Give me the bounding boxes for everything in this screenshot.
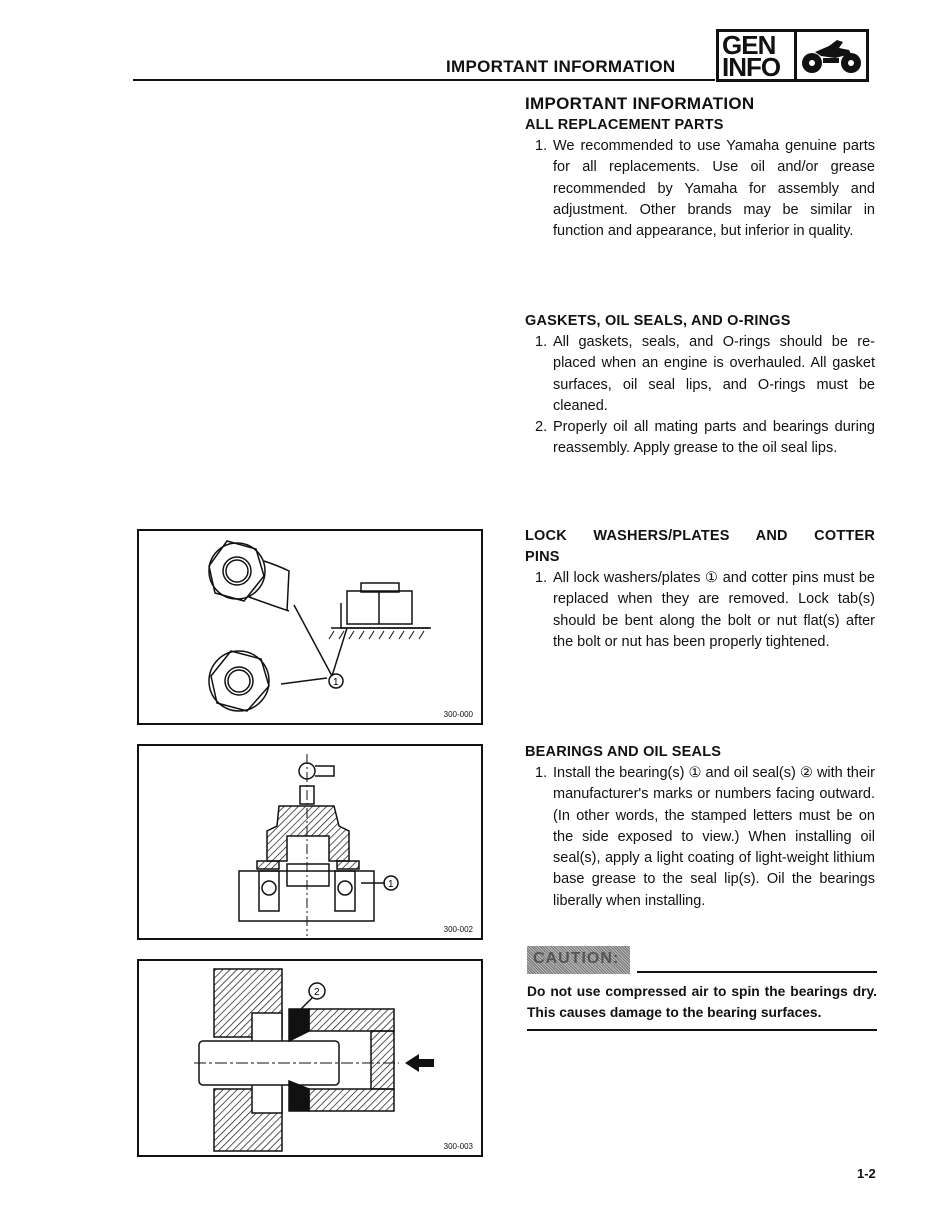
badge-line1: GEN: [722, 30, 776, 60]
running-header-title: IMPORTANT INFORMATION: [446, 57, 676, 76]
section-lock-washers: [525, 526, 875, 653]
section-heading: BEARINGS AND OIL SEALS: [525, 744, 722, 760]
figure-code: 300-003: [443, 1142, 473, 1151]
header-rule: [133, 79, 715, 81]
badge-line2: INFO: [722, 52, 781, 82]
oil-seal-diagram: [139, 961, 481, 1155]
item-text: We recommended to use Yamaha genuine parts for all replacements. Use oil and/or grease recommended by Yamaha for assembly and adjustment. Other brands may be similar in function and appearance, but inferior in quality.: [553, 138, 875, 240]
item-number: 1.: [535, 765, 548, 781]
page-number: 1-2: [857, 1166, 876, 1181]
item-text: Properly oil all mating parts and bearings during reassembly. Apply grease to the oil seal lips.: [553, 419, 875, 457]
item-number: 1.: [535, 334, 548, 350]
list-item: [535, 136, 875, 242]
item-text: Install the bearing(s) ① and oil seal(s) ② with their manufacturer's marks or numbers facing outward. (In other words, the stamped letters must be on the side exposed to view.) When installing oil seal(s), apply a light coating of light-weight lithium base grease to the seal lip(s). Oil the bearings liberally when installing.: [553, 765, 875, 909]
item-number: 2.: [535, 419, 548, 436]
svg-text:1: 1: [388, 879, 394, 890]
section-badge: [716, 29, 869, 82]
figure-oil-seal: [137, 959, 483, 1157]
section-heading: ALL REPLACEMENT PARTS: [525, 117, 724, 133]
item-number: 1.: [535, 570, 548, 586]
item-text: All gaskets, seals, and O-rings should be replaced when an engine is overhauled. All gasket surfaces, oil seal lips, and O-rings must be cleaned.: [553, 334, 875, 414]
bearing-diagram: [139, 746, 481, 938]
section-gaskets: [525, 311, 875, 460]
figure-bearing: [137, 744, 483, 940]
list-item: [535, 763, 875, 912]
caution-rule: [637, 971, 877, 973]
figure-lock-washers: [137, 529, 483, 725]
page-title: IMPORTANT INFORMATION: [525, 94, 755, 113]
caution-bottom-rule: [527, 1029, 877, 1031]
section-heading: LOCK WASHERS/PLATES AND COTTER PINS: [525, 528, 875, 565]
atv-icon: [797, 32, 866, 79]
caution-label: CAUTION:: [527, 946, 630, 974]
main-title-block: [525, 94, 875, 114]
figure-code: 300-002: [443, 925, 473, 934]
list-item: [535, 417, 875, 460]
item-text: All lock washers/plates ① and cotter pins must be replaced when they are removed. Lock tab(s) should be bent along the bolt or nut flat(s) after the bolt or nut has been properly tightened.: [553, 570, 875, 650]
badge-label: [719, 30, 797, 82]
section-heading: GASKETS, OIL SEALS, AND O-RINGS: [525, 313, 791, 329]
caution-text: Do not use compressed air to spin the bearings dry. This causes damage to the bearing surfaces.: [527, 984, 877, 1020]
section-bearings: [525, 742, 875, 912]
list-item: [535, 332, 875, 417]
svg-text:1: 1: [333, 677, 339, 688]
lock-washer-diagram: [139, 531, 481, 723]
figure-code: 300-000: [443, 710, 473, 719]
svg-text:2: 2: [314, 987, 320, 998]
section-replacement-parts: [525, 115, 875, 242]
list-item: [535, 568, 875, 653]
item-number: 1.: [535, 138, 548, 154]
